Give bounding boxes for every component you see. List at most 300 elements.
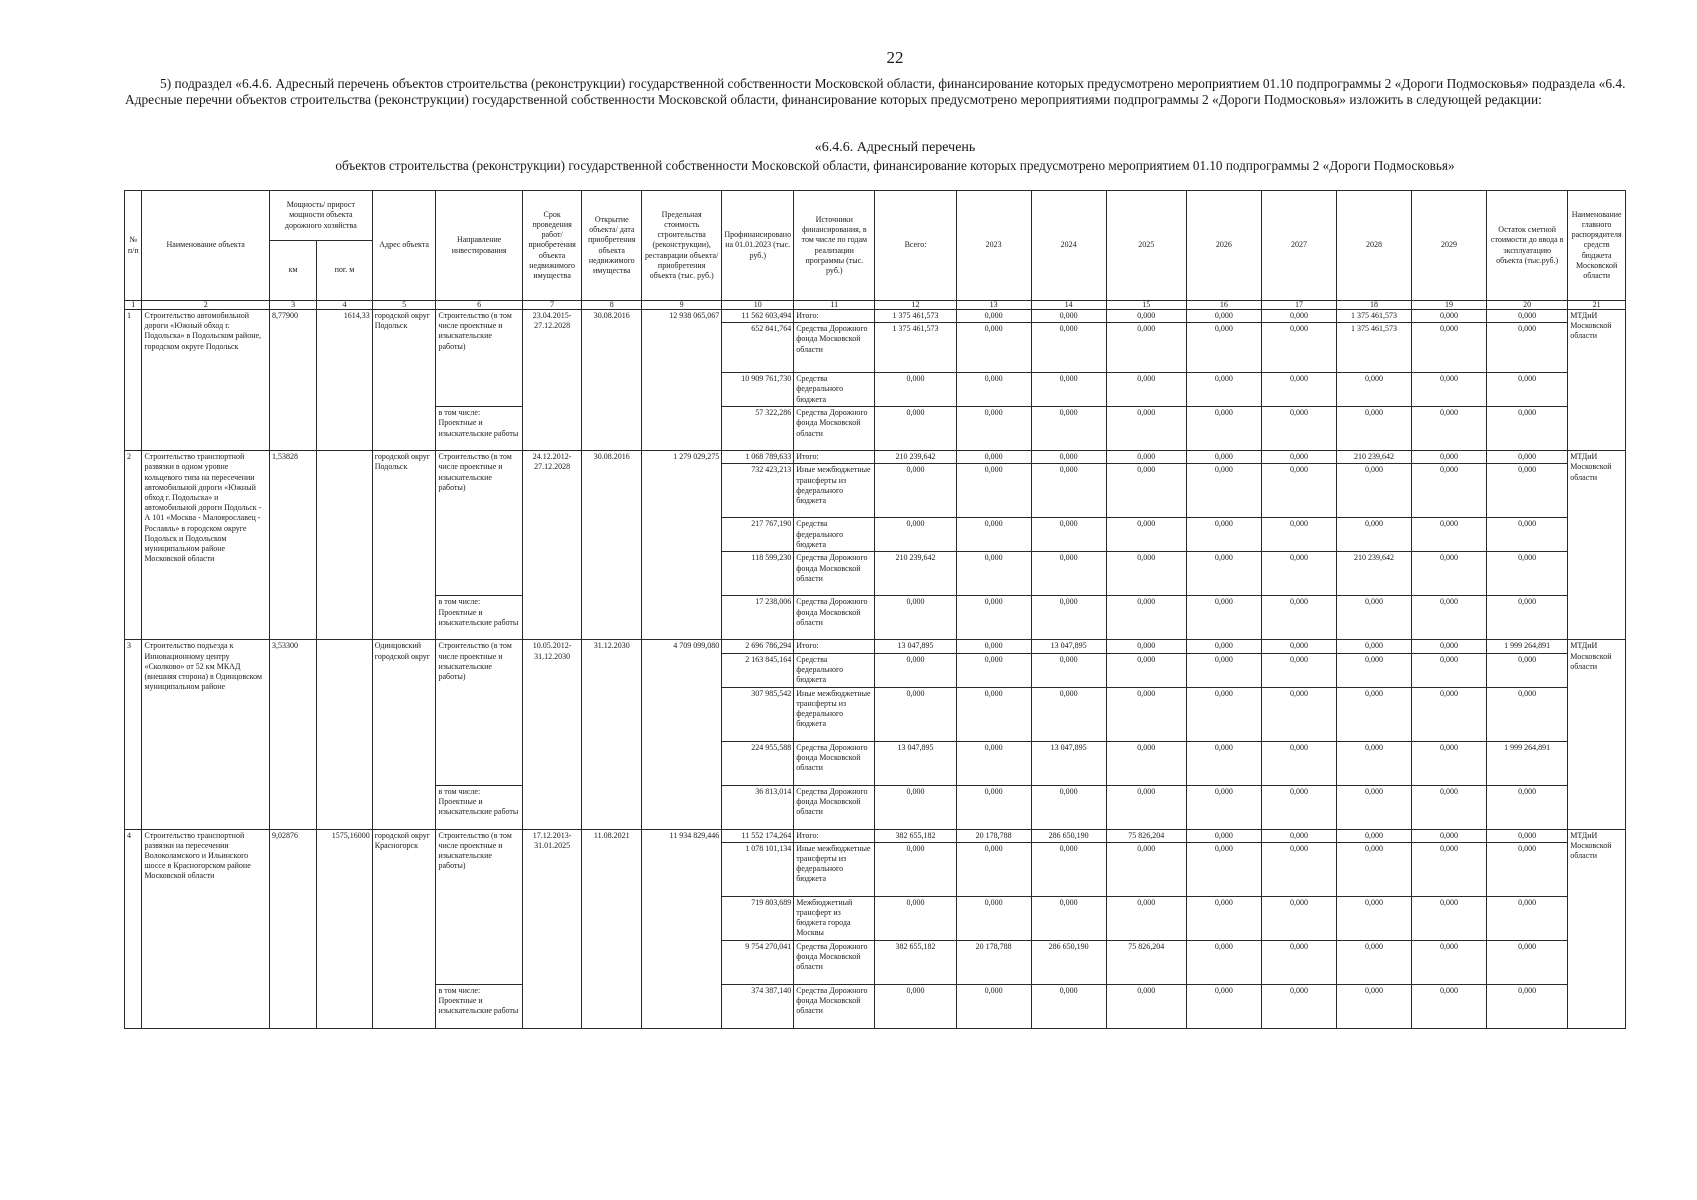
object-limit-cost: 4 709 099,080 <box>642 640 722 829</box>
year-value: 0,000 <box>1186 464 1261 518</box>
year-value: 0,000 <box>1031 653 1106 687</box>
year-value: 0,000 <box>1412 829 1487 842</box>
year-value: 0,000 <box>1412 687 1487 741</box>
year-value: 0,000 <box>1186 741 1261 785</box>
year-value: 0,000 <box>1412 785 1487 829</box>
header-remainder: Остаток сметной стоимости до ввода в эксплуатацию объекта (тыс.руб.) <box>1487 191 1568 301</box>
year-value: 0,000 <box>1186 640 1261 653</box>
column-number: 12 <box>875 301 956 310</box>
header-2025: 2025 <box>1106 191 1186 301</box>
remainder-value: 0,000 <box>1487 785 1568 829</box>
remainder-value: 0,000 <box>1487 518 1568 552</box>
column-number: 5 <box>372 301 436 310</box>
header-2027: 2027 <box>1261 191 1336 301</box>
year-value: 0,000 <box>1412 552 1487 596</box>
object-num: 1 <box>125 310 142 451</box>
source-label: Иные межбюджетные трансферты из федерального бюджета <box>794 687 875 741</box>
year-value: 0,000 <box>956 984 1031 1028</box>
source-label: Средства федерального бюджета <box>794 373 875 407</box>
header-num: № п/п <box>125 191 142 301</box>
column-number: 4 <box>317 301 373 310</box>
year-value: 0,000 <box>1186 596 1261 640</box>
column-number: 6 <box>436 301 522 310</box>
year-value: 0,000 <box>1412 373 1487 407</box>
object-manager: МТДиИ Московской области <box>1568 310 1626 451</box>
year-value: 0,000 <box>1186 984 1261 1028</box>
column-number: 14 <box>1031 301 1106 310</box>
header-name: Наименование объекта <box>142 191 269 301</box>
object-direction: Строительство (в том числе проектные и изыскательские работы) <box>436 451 522 596</box>
header-2029: 2029 <box>1412 191 1487 301</box>
year-value: 0,000 <box>1412 323 1487 373</box>
object-limit-cost: 1 279 029,275 <box>642 451 722 640</box>
year-value: 0,000 <box>1261 640 1336 653</box>
column-number: 2 <box>142 301 269 310</box>
column-number: 9 <box>642 301 722 310</box>
column-number-row <box>125 301 1626 310</box>
year-value: 0,000 <box>1106 310 1186 323</box>
year-value: 0,000 <box>1412 984 1487 1028</box>
year-value: 0,000 <box>1336 407 1411 451</box>
year-value: 0,000 <box>1031 687 1106 741</box>
year-value: 286 650,190 <box>1031 829 1106 842</box>
object-limit-cost: 12 938 065,067 <box>642 310 722 451</box>
year-value: 0,000 <box>1412 640 1487 653</box>
year-value: 0,000 <box>956 464 1031 518</box>
object-manager: МТДиИ Московской области <box>1568 829 1626 1028</box>
year-value: 0,000 <box>1261 984 1336 1028</box>
year-value: 0,000 <box>875 596 956 640</box>
financed-value: 224 955,588 <box>722 741 794 785</box>
header-2026: 2026 <box>1186 191 1261 301</box>
remainder-value: 0,000 <box>1487 310 1568 323</box>
source-label: Итого: <box>794 310 875 323</box>
source-label: Итого: <box>794 829 875 842</box>
header-capacity: Мощность/ прирост мощности объекта дорожного хозяйства <box>269 191 372 241</box>
year-value: 0,000 <box>1031 842 1106 896</box>
object-num: 2 <box>125 451 142 640</box>
year-value: 286 650,190 <box>1031 940 1106 984</box>
remainder-value: 0,000 <box>1487 407 1568 451</box>
year-value: 13 047,895 <box>875 640 956 653</box>
year-value: 0,000 <box>956 323 1031 373</box>
remainder-value: 0,000 <box>1487 896 1568 940</box>
year-value: 0,000 <box>1261 310 1336 323</box>
object-direction-design: в том числе: Проектные и изыскательские работы <box>436 596 522 640</box>
object-pog-m: 1614,33 <box>317 310 373 451</box>
year-value: 0,000 <box>1031 407 1106 451</box>
source-label: Средства Дорожного фонда Московской области <box>794 407 875 451</box>
year-value: 75 826,204 <box>1106 829 1186 842</box>
financed-value: 217 767,190 <box>722 518 794 552</box>
year-value: 0,000 <box>1412 896 1487 940</box>
intro-paragraph: 5) подраздел «6.4.6. Адресный перечень объектов строительства (реконструкции) государственной собственности Московской области, финансирование которых предусмотрено мероприятием 01.10 подпрограммы 2 «Дороги Подмосковья» подраздела «6.4. Адресные перечни объектов строительства (реконструкции) государственной собственности Московской области, финансирование которых предусмотрено мероприятиями подпрограммы 2 «Дороги Подмосковья» изложить в следующей редакции: <box>125 76 1626 107</box>
year-value: 0,000 <box>1106 640 1186 653</box>
year-value: 0,000 <box>1336 596 1411 640</box>
remainder-value: 1 999 264,891 <box>1487 640 1568 653</box>
year-value: 0,000 <box>1412 596 1487 640</box>
column-number: 19 <box>1412 301 1487 310</box>
year-value: 0,000 <box>1106 451 1186 464</box>
column-number: 3 <box>269 301 316 310</box>
year-value: 0,000 <box>1031 518 1106 552</box>
year-value: 0,000 <box>956 373 1031 407</box>
year-value: 0,000 <box>1186 785 1261 829</box>
year-value: 0,000 <box>1106 323 1186 373</box>
object-term: 24.12.2012-27.12.2028 <box>522 451 582 640</box>
column-number: 8 <box>582 301 642 310</box>
year-value: 0,000 <box>1261 940 1336 984</box>
object-direction: Строительство (в том числе проектные и изыскательские работы) <box>436 640 522 785</box>
remainder-value: 0,000 <box>1487 984 1568 1028</box>
source-label: Средства федерального бюджета <box>794 653 875 687</box>
source-label: Средства Дорожного фонда Московской области <box>794 785 875 829</box>
remainder-value: 0,000 <box>1487 829 1568 842</box>
header-2023: 2023 <box>956 191 1031 301</box>
year-value: 0,000 <box>1412 842 1487 896</box>
year-value: 0,000 <box>1186 842 1261 896</box>
financed-value: 2 163 845,164 <box>722 653 794 687</box>
source-label: Иные межбюджетные трансферты из федерального бюджета <box>794 464 875 518</box>
year-value: 0,000 <box>1261 829 1336 842</box>
financed-value: 10 909 761,730 <box>722 373 794 407</box>
financed-value: 2 696 786,294 <box>722 640 794 653</box>
year-value: 13 047,895 <box>875 741 956 785</box>
object-num: 4 <box>125 829 142 1028</box>
year-value: 0,000 <box>1412 407 1487 451</box>
year-value: 0,000 <box>956 896 1031 940</box>
column-number: 15 <box>1106 301 1186 310</box>
financed-value: 17 238,006 <box>722 596 794 640</box>
financed-value: 9 754 270,041 <box>722 940 794 984</box>
object-term: 23.04.2015-27.12.2028 <box>522 310 582 451</box>
object-address: городской округ Подольск <box>372 310 436 451</box>
financed-value: 11 552 174,264 <box>722 829 794 842</box>
object-group <box>125 451 1626 640</box>
financed-value: 719 803,689 <box>722 896 794 940</box>
year-value: 0,000 <box>1186 323 1261 373</box>
financed-value: 57 322,286 <box>722 407 794 451</box>
year-value: 0,000 <box>1106 785 1186 829</box>
column-number: 16 <box>1186 301 1261 310</box>
year-value: 0,000 <box>1106 687 1186 741</box>
financed-value: 1 068 789,633 <box>722 451 794 464</box>
year-value: 0,000 <box>1412 518 1487 552</box>
object-group <box>125 640 1626 829</box>
year-value: 0,000 <box>1106 518 1186 552</box>
financed-value: 652 841,764 <box>722 323 794 373</box>
column-number: 10 <box>722 301 794 310</box>
year-value: 0,000 <box>1412 741 1487 785</box>
source-label: Средства Дорожного фонда Московской области <box>794 984 875 1028</box>
year-value: 0,000 <box>1186 373 1261 407</box>
object-direction: Строительство (в том числе проектные и изыскательские работы) <box>436 310 522 407</box>
object-km: 1,53828 <box>269 451 316 640</box>
year-value: 1 375 461,573 <box>1336 310 1411 323</box>
year-value: 0,000 <box>1031 552 1106 596</box>
year-value: 0,000 <box>1412 464 1487 518</box>
object-opening: 11.08.2021 <box>582 829 642 1028</box>
year-value: 0,000 <box>1412 310 1487 323</box>
year-value: 0,000 <box>1261 687 1336 741</box>
year-value: 0,000 <box>1186 518 1261 552</box>
year-value: 1 375 461,573 <box>875 323 956 373</box>
source-label: Итого: <box>794 640 875 653</box>
financed-value: 307 985,542 <box>722 687 794 741</box>
column-number: 11 <box>794 301 875 310</box>
year-value: 0,000 <box>1261 323 1336 373</box>
year-value: 210 239,642 <box>1336 552 1411 596</box>
year-value: 75 826,204 <box>1106 940 1186 984</box>
year-value: 210 239,642 <box>875 451 956 464</box>
year-value: 0,000 <box>1412 451 1487 464</box>
year-value: 0,000 <box>1261 653 1336 687</box>
year-value: 0,000 <box>1106 552 1186 596</box>
year-value: 0,000 <box>1031 596 1106 640</box>
source-label: Средства федерального бюджета <box>794 518 875 552</box>
year-value: 0,000 <box>1261 552 1336 596</box>
year-value: 20 178,788 <box>956 940 1031 984</box>
year-value: 0,000 <box>1261 464 1336 518</box>
header-direction: Направление инвестирования <box>436 191 522 301</box>
remainder-value: 0,000 <box>1487 323 1568 373</box>
object-manager: МТДиИ Московской области <box>1568 451 1626 640</box>
column-number: 1 <box>125 301 142 310</box>
year-value: 0,000 <box>1031 310 1106 323</box>
list-title: «6.4.6. Адресный перечень <box>814 140 976 155</box>
year-value: 0,000 <box>1186 829 1261 842</box>
object-name: Строительство транспортной развязки на пересечении Волоколамского и Ильинского шоссе в Красногорском районе Московской области <box>142 829 269 1028</box>
year-value: 0,000 <box>875 407 956 451</box>
object-address: городской округ Подольск <box>372 451 436 640</box>
source-label: Средства Дорожного фонда Московской области <box>794 940 875 984</box>
remainder-value: 0,000 <box>1487 373 1568 407</box>
year-value: 0,000 <box>956 451 1031 464</box>
year-value: 210 239,642 <box>1336 451 1411 464</box>
year-value: 0,000 <box>956 741 1031 785</box>
year-value: 0,000 <box>1261 596 1336 640</box>
year-value: 0,000 <box>1261 842 1336 896</box>
year-value: 0,000 <box>956 407 1031 451</box>
year-value: 0,000 <box>1031 451 1106 464</box>
year-value: 210 239,642 <box>875 552 956 596</box>
object-address: городской округ Красногорск <box>372 829 436 1028</box>
remainder-value: 0,000 <box>1487 687 1568 741</box>
source-label: Средства Дорожного фонда Московской области <box>794 323 875 373</box>
page-number: 22 <box>886 48 904 67</box>
object-opening: 30.08.2016 <box>582 451 642 640</box>
object-opening: 30.08.2016 <box>582 310 642 451</box>
year-value: 0,000 <box>1336 984 1411 1028</box>
object-km: 9,02876 <box>269 829 316 1028</box>
year-value: 20 178,788 <box>956 829 1031 842</box>
year-value: 0,000 <box>1261 407 1336 451</box>
object-km: 3,53300 <box>269 640 316 829</box>
year-value: 0,000 <box>956 687 1031 741</box>
year-value: 0,000 <box>1261 785 1336 829</box>
remainder-value: 0,000 <box>1487 552 1568 596</box>
year-value: 13 047,895 <box>1031 741 1106 785</box>
year-value: 0,000 <box>1186 896 1261 940</box>
year-value: 0,000 <box>875 373 956 407</box>
header-total: Всего: <box>875 191 956 301</box>
year-value: 0,000 <box>1031 373 1106 407</box>
header-limit-cost: Предельная стоимость строительства (реконструкции), реставрации объекта/ приобретения объекта (тыс. руб.) <box>642 191 722 301</box>
year-value: 0,000 <box>875 842 956 896</box>
column-number: 13 <box>956 301 1031 310</box>
year-value: 0,000 <box>956 310 1031 323</box>
year-value: 0,000 <box>875 785 956 829</box>
year-value: 0,000 <box>875 687 956 741</box>
year-value: 0,000 <box>1336 842 1411 896</box>
object-direction-design: в том числе: Проектные и изыскательские работы <box>436 984 522 1028</box>
year-value: 0,000 <box>1031 323 1106 373</box>
header-term: Срок проведения работ/ приобретения объекта недвижимого имущества <box>522 191 582 301</box>
object-name: Строительство транспортной развязки в одном уровне кольцевого типа на пересечении автомобильной дороги «Южный обход г. Подольска» и автомобильной дороги Подольск - А 101 «Москва - Малоярославец - Рославль» в городском округе Подольск и Подольском муниципальном районе Московской области <box>142 451 269 640</box>
object-name: Строительство автомобильной дороги «Южный обход г. Подольска» в Подольском районе, городском округе Подольск <box>142 310 269 451</box>
object-term: 17.12.2013-31.01.2025 <box>522 829 582 1028</box>
year-value: 0,000 <box>956 518 1031 552</box>
source-label: Средства Дорожного фонда Московской области <box>794 741 875 785</box>
year-value: 0,000 <box>875 896 956 940</box>
year-value: 382 655,182 <box>875 829 956 842</box>
address-list-table <box>124 190 1626 1029</box>
year-value: 0,000 <box>1261 896 1336 940</box>
year-value: 0,000 <box>1106 407 1186 451</box>
year-value: 0,000 <box>1186 310 1261 323</box>
header-2024: 2024 <box>1031 191 1106 301</box>
year-value: 0,000 <box>956 842 1031 896</box>
year-value: 0,000 <box>956 640 1031 653</box>
object-km: 8,77900 <box>269 310 316 451</box>
source-label: Итого: <box>794 451 875 464</box>
year-value: 0,000 <box>1031 464 1106 518</box>
year-value: 13 047,895 <box>1031 640 1106 653</box>
column-number: 20 <box>1487 301 1568 310</box>
header-manager: Наименование главного распорядителя средств бюджета Московской области <box>1568 191 1626 301</box>
remainder-value: 0,000 <box>1487 653 1568 687</box>
year-value: 0,000 <box>1106 984 1186 1028</box>
year-value: 0,000 <box>1261 373 1336 407</box>
financed-value: 1 078 101,134 <box>722 842 794 896</box>
year-value: 0,000 <box>875 984 956 1028</box>
year-value: 0,000 <box>1336 653 1411 687</box>
remainder-value: 0,000 <box>1487 940 1568 984</box>
year-value: 0,000 <box>875 464 956 518</box>
object-manager: МТДиИ Московской области <box>1568 640 1626 829</box>
year-value: 0,000 <box>956 785 1031 829</box>
year-value: 0,000 <box>1336 518 1411 552</box>
year-value: 0,000 <box>956 596 1031 640</box>
object-pog-m <box>317 451 373 640</box>
year-value: 0,000 <box>1261 518 1336 552</box>
year-value: 0,000 <box>1106 896 1186 940</box>
year-value: 0,000 <box>1186 451 1261 464</box>
year-value: 0,000 <box>1336 464 1411 518</box>
year-value: 0,000 <box>1412 940 1487 984</box>
source-label: Средства Дорожного фонда Московской области <box>794 596 875 640</box>
year-value: 0,000 <box>1031 984 1106 1028</box>
header-pog-m: пог. м <box>317 241 373 301</box>
year-value: 0,000 <box>1412 653 1487 687</box>
header-sources: Источники финансирования, в том числе по годам реализации программы (тыс. руб.) <box>794 191 875 301</box>
year-value: 0,000 <box>1106 741 1186 785</box>
column-number: 18 <box>1336 301 1411 310</box>
year-value: 0,000 <box>1336 829 1411 842</box>
year-value: 0,000 <box>1261 741 1336 785</box>
object-num: 3 <box>125 640 142 829</box>
object-pog-m <box>317 640 373 829</box>
financed-value: 374 387,140 <box>722 984 794 1028</box>
object-term: 10.05.2012-31.12.2030 <box>522 640 582 829</box>
remainder-value: 0,000 <box>1487 451 1568 464</box>
header-2028: 2028 <box>1336 191 1411 301</box>
year-value: 0,000 <box>1261 451 1336 464</box>
year-value: 0,000 <box>1186 940 1261 984</box>
source-label: Межбюджетный трансферт из бюджета города Москвы <box>794 896 875 940</box>
remainder-value: 0,000 <box>1487 842 1568 896</box>
year-value: 0,000 <box>1186 653 1261 687</box>
remainder-value: 0,000 <box>1487 596 1568 640</box>
year-value: 0,000 <box>1106 464 1186 518</box>
header-address: Адрес объекта <box>372 191 436 301</box>
year-value: 0,000 <box>875 518 956 552</box>
year-value: 0,000 <box>1336 373 1411 407</box>
year-value: 0,000 <box>1336 640 1411 653</box>
object-limit-cost: 11 934 829,446 <box>642 829 722 1028</box>
year-value: 0,000 <box>1336 785 1411 829</box>
financed-value: 732 423,213 <box>722 464 794 518</box>
year-value: 0,000 <box>1186 552 1261 596</box>
remainder-value: 1 999 264,891 <box>1487 741 1568 785</box>
object-group <box>125 829 1626 1028</box>
source-label: Иные межбюджетные трансферты из федерального бюджета <box>794 842 875 896</box>
object-direction-design: в том числе: Проектные и изыскательские работы <box>436 785 522 829</box>
column-number: 21 <box>1568 301 1626 310</box>
object-direction: Строительство (в том числе проектные и изыскательские работы) <box>436 829 522 984</box>
remainder-value: 0,000 <box>1487 464 1568 518</box>
object-group <box>125 310 1626 451</box>
year-value: 0,000 <box>1186 407 1261 451</box>
header-km: км <box>269 241 316 301</box>
year-value: 0,000 <box>1336 687 1411 741</box>
object-direction-design: в том числе: Проектные и изыскательские работы <box>436 407 522 451</box>
object-address: Одинцовский городской округ <box>372 640 436 829</box>
year-value: 0,000 <box>956 653 1031 687</box>
year-value: 382 655,182 <box>875 940 956 984</box>
financed-value: 36 813,014 <box>722 785 794 829</box>
column-number: 17 <box>1261 301 1336 310</box>
year-value: 0,000 <box>1336 741 1411 785</box>
year-value: 0,000 <box>1106 653 1186 687</box>
object-opening: 31.12.2030 <box>582 640 642 829</box>
financed-value: 11 562 603,494 <box>722 310 794 323</box>
year-value: 0,000 <box>1106 842 1186 896</box>
year-value: 0,000 <box>1106 596 1186 640</box>
year-value: 0,000 <box>1336 940 1411 984</box>
object-pog-m: 1575,16000 <box>317 829 373 1028</box>
year-value: 0,000 <box>1031 896 1106 940</box>
source-label: Средства Дорожного фонда Московской области <box>794 552 875 596</box>
year-value: 0,000 <box>1186 687 1261 741</box>
column-number: 7 <box>522 301 582 310</box>
year-value: 0,000 <box>956 552 1031 596</box>
object-name: Строительство подъезда к Инновационному центру «Сколково» от 52 км МКАД (внешняя сторона) в Одинцовском муниципальном районе <box>142 640 269 829</box>
header-opening: Открытие объекта/ дата приобретения объекта недвижимого имущества <box>582 191 642 301</box>
year-value: 0,000 <box>1031 785 1106 829</box>
header-financed: Профинансировано на 01.01.2023 (тыс. руб.) <box>722 191 794 301</box>
year-value: 0,000 <box>875 653 956 687</box>
